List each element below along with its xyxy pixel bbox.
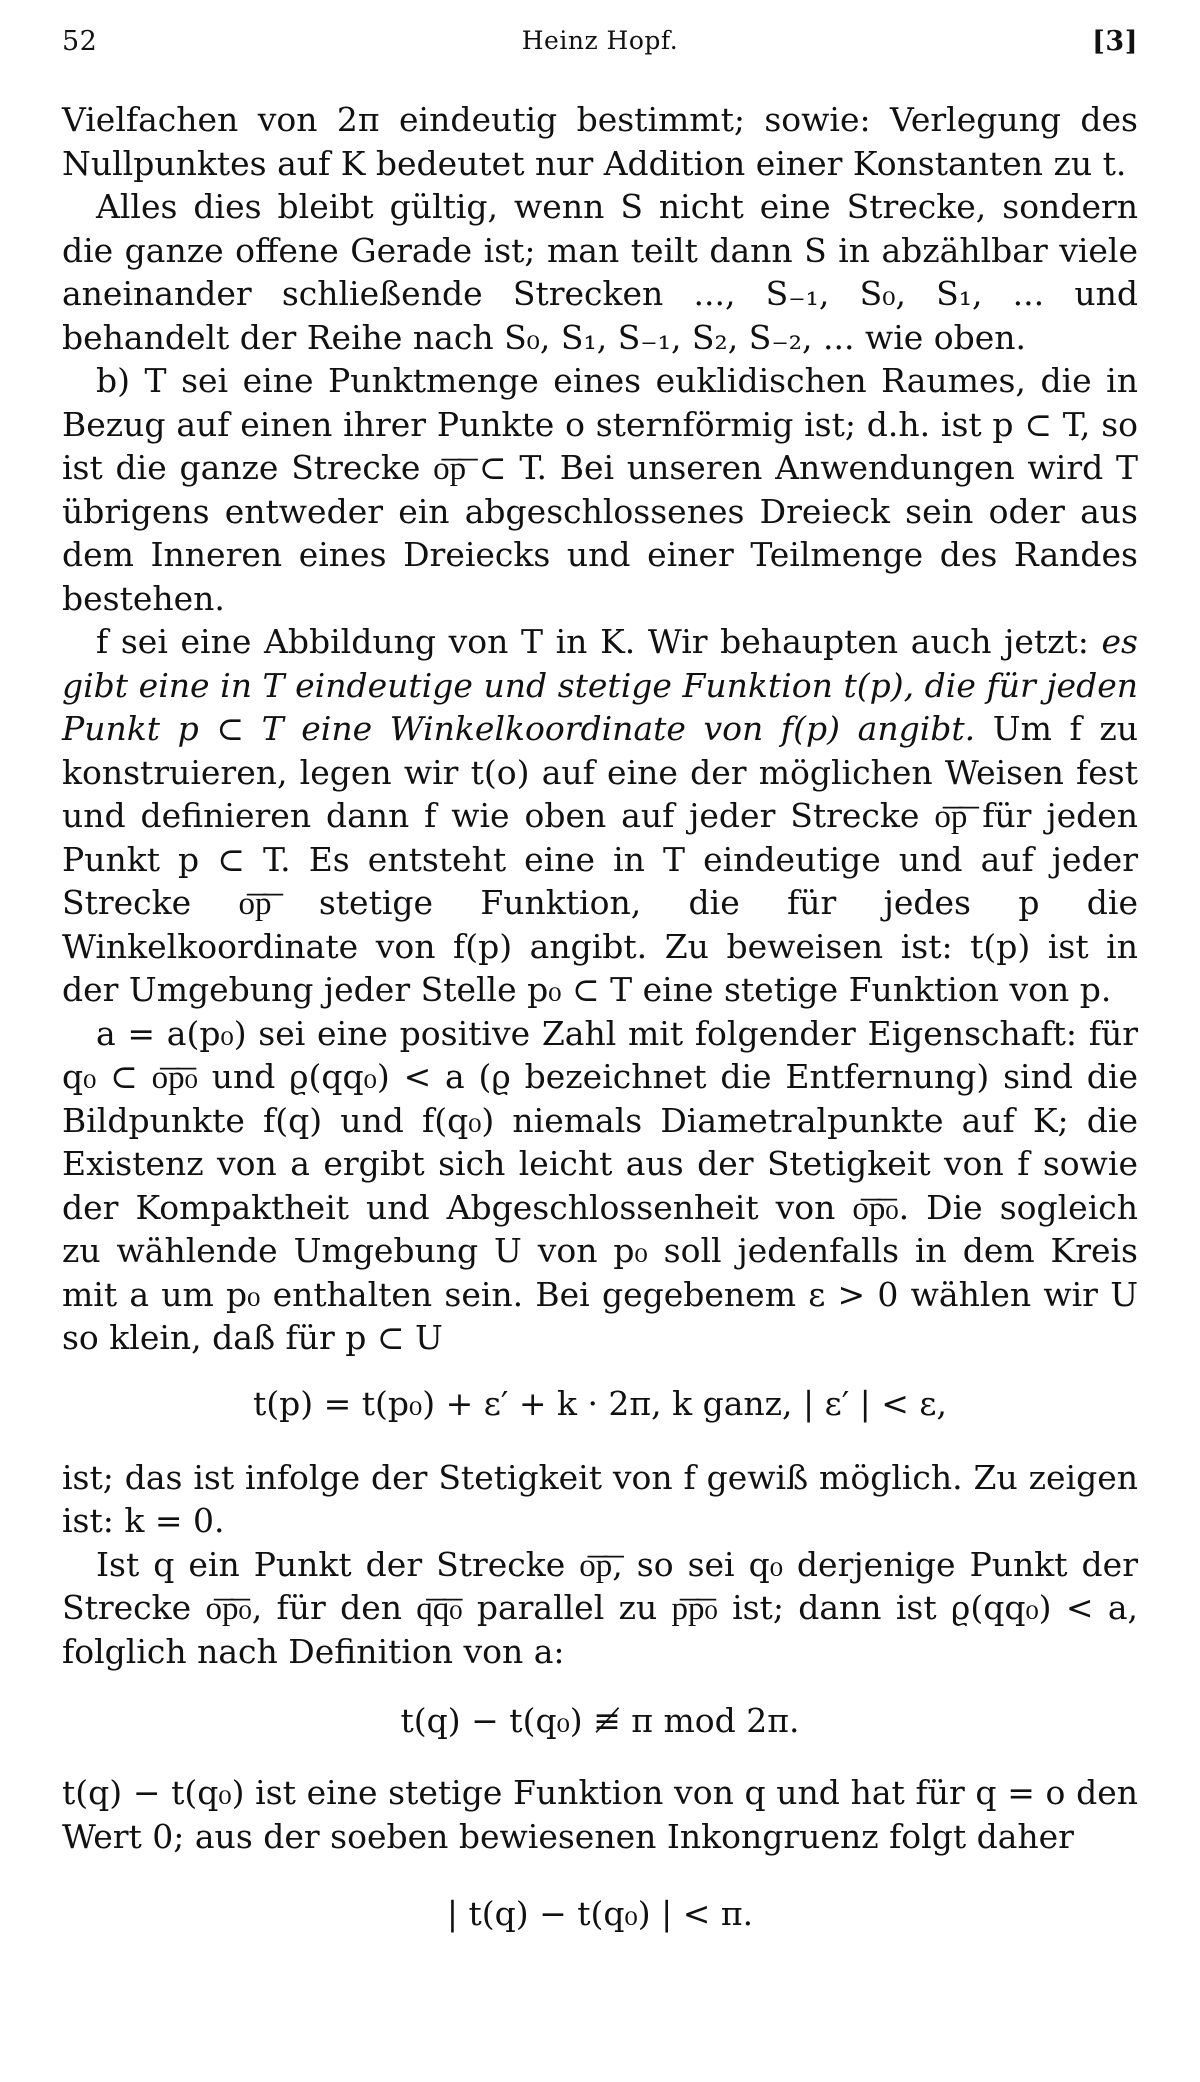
document-page: [62, 22, 1138, 1936]
body-text: [62, 98, 1138, 1936]
page-number: 52: [62, 26, 98, 57]
paragraph-3: b) T sei eine Punktmenge eines euklidischen Raumes, die in Bezug auf einen ihrer Punkte o sternförmig ist; d.h. ist p ⊂ T, so ist die ganze Strecke o͞p͞ ⊂ T. Bei unseren Anwendungen wird T übrigens entweder ein abgeschlossenes Dreieck sein oder aus dem Inneren eines Dreiecks und einer Teilmenge des Randes bestehen.: [62, 361, 1138, 618]
display-formula-1: t(p) = t(p₀) + ε′ + k · 2π, k ganz, | ε′ | < ε,: [252, 1383, 948, 1423]
display-formula-2: t(q) − t(q₀) ≢ π mod 2π.: [400, 1701, 800, 1740]
paragraph-4-rest: Um f zu konstruieren, legen wir t(o) auf eine der möglichen Weisen fest und definieren dann f wie oben auf jeder Strecke o͞p͞ für jeden Punkt p ⊂ T. Es entsteht eine in T eindeutige und auf jeder Strecke o͞p͞ stetige Funktion, die für jedes p die Winkelkoordinate von f(p) angibt. Zu beweisen ist: t(p) ist in der Umgebung jeder Stelle p₀ ⊂ T eine stetige Funktion von p.: [62, 709, 1138, 1009]
display-formula-3: | t(q) − t(q₀) | < π.: [446, 1894, 754, 1933]
running-head-author: Heinz Hopf.: [521, 26, 679, 55]
paragraph-4: [62, 620, 1138, 1012]
section-marker: [3]: [1092, 26, 1138, 57]
paragraph-8: t(q) − t(q₀) ist eine stetige Funktion von q und hat für q = o den Wert 0; aus der soeben bewiesenen Inkongruenz folgt daher: [62, 1773, 1138, 1856]
paragraph-5: a = a(p₀) sei eine positive Zahl mit folgender Eigenschaft: für q₀ ⊂ o͞p͞₀ und ϱ(qq₀) < a (ϱ bezeichnet die Entfernung) sind die Bildpunkte f(q) und f(q₀) niemals Diametralpunkte auf K; die Existenz von a ergibt sich leicht aus der Stetigkeit von f sowie der Kompaktheit und Abgeschlossenheit von o͞p͞₀. Die sogleich zu wählende Umgebung U von p₀ soll jedenfalls in dem Kreis mit a um p₀ enthalten sein. Bei gegebenem ε > 0 wählen wir U so klein, daß für p ⊂ U: [62, 1013, 1138, 1357]
theorem-claim: es gibt eine in T eindeutige und stetige Funktion t(p), die für jeden Punkt p ⊂ T eine Winkelkoordinate von f(p) angibt.: [62, 622, 1138, 748]
paragraph-2: Alles dies bleibt gültig, wenn S nicht eine Strecke, sondern die ganze offene Gerade ist; man teilt dann S in abzählbar viele aneinander schließende Strecken ..., S₋₁, S₀, S₁, ... und behandelt der Reihe nach S₀, S₁, S₋₁, S₂, S₋₂, ... wie oben.: [62, 187, 1138, 357]
paragraph-4-lead: f sei eine Abbildung von T in K. Wir behaupten auch jetzt:: [96, 622, 1102, 661]
running-header: [62, 22, 1138, 62]
paragraph-6: ist; das ist infolge der Stetigkeit von f gewiß möglich. Zu zeigen ist: k = 0.: [62, 1457, 1138, 1540]
paragraph-1: Vielfachen von 2π eindeutig bestimmt; sowie: Verlegung des Nullpunktes auf K bedeutet nur Addition einer Konstanten zu t.: [62, 100, 1138, 183]
paragraph-7: Ist q ein Punkt der Strecke o͞p͞, so sei q₀ derjenige Punkt der Strecke o͞p͞₀, für den q͞q͞₀ parallel zu p͞p͞₀ ist; dann ist ϱ(qq₀) < a, folglich nach Definition von a:: [62, 1544, 1138, 1671]
